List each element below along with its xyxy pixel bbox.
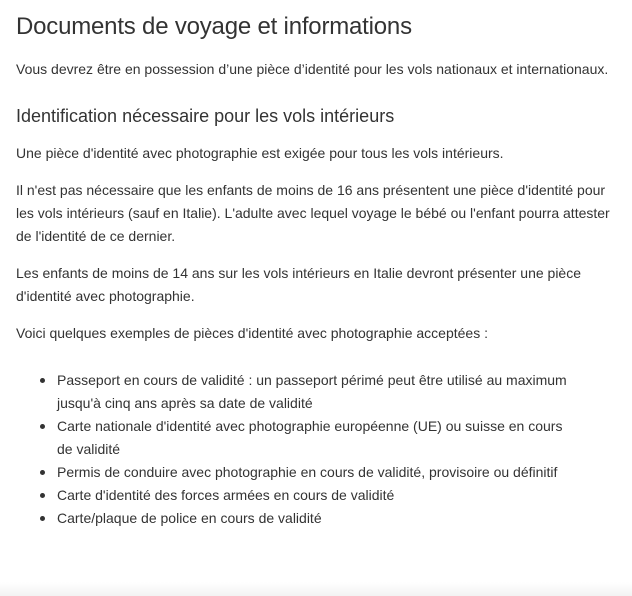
list-item [57,415,610,461]
list-item [57,369,610,415]
bullet-icon [40,516,45,521]
paragraph-children-italy: Les enfants de moins de 14 ans sur les vols intérieurs en Italie devront présenter une pièce d'identité avec photographie. [16,265,581,304]
paragraph-children-under-16: Il n'est pas nécessaire que les enfants de moins de 16 ans présentent une pièce d'identité pour les vols intérieurs (sauf en Italie). L'adulte avec lequel voyage le bébé ou l'enfant pourra attester de l'identité de ce dernier. [16,182,610,244]
bullet-icon [40,470,45,475]
paragraph-photo-id-required: Une pièce d'identité avec photographie est exigée pour tous les vols intérieurs. [16,145,504,161]
section-title: Identification nécessaire pour les vols intérieurs [16,106,395,126]
bullet-icon [40,424,45,429]
list-item [57,507,610,530]
list-item-text: Permis de conduire avec photographie en cours de validité, provisoire ou définitif [57,464,558,480]
bullet-icon [40,493,45,498]
content-area [16,10,610,530]
page-title: Documents de voyage et informations [16,13,412,40]
bullet-icon [40,378,45,383]
intro-paragraph: Vous devrez être en possession d’une pièce d’identité pour les vols nationaux et internationaux. [16,61,609,77]
list-item [57,461,610,484]
list-item-text: Carte d'identité des forces armées en cours de validité [57,487,395,503]
list-item-text: Carte nationale d'identité avec photographie européenne (UE) ou suisse en cours de validité [57,418,563,457]
accepted-id-list [16,369,610,530]
list-item [57,484,610,507]
paragraph-examples-intro: Voici quelques exemples de pièces d'identité avec photographie acceptées : [16,325,488,341]
list-item-text: Passeport en cours de validité : un passeport périmé peut être utilisé au maximum jusqu'à cinq ans après sa date de validité [57,372,567,411]
list-item-text: Carte/plaque de police en cours de validité [57,510,322,526]
bottom-fade [0,582,632,596]
